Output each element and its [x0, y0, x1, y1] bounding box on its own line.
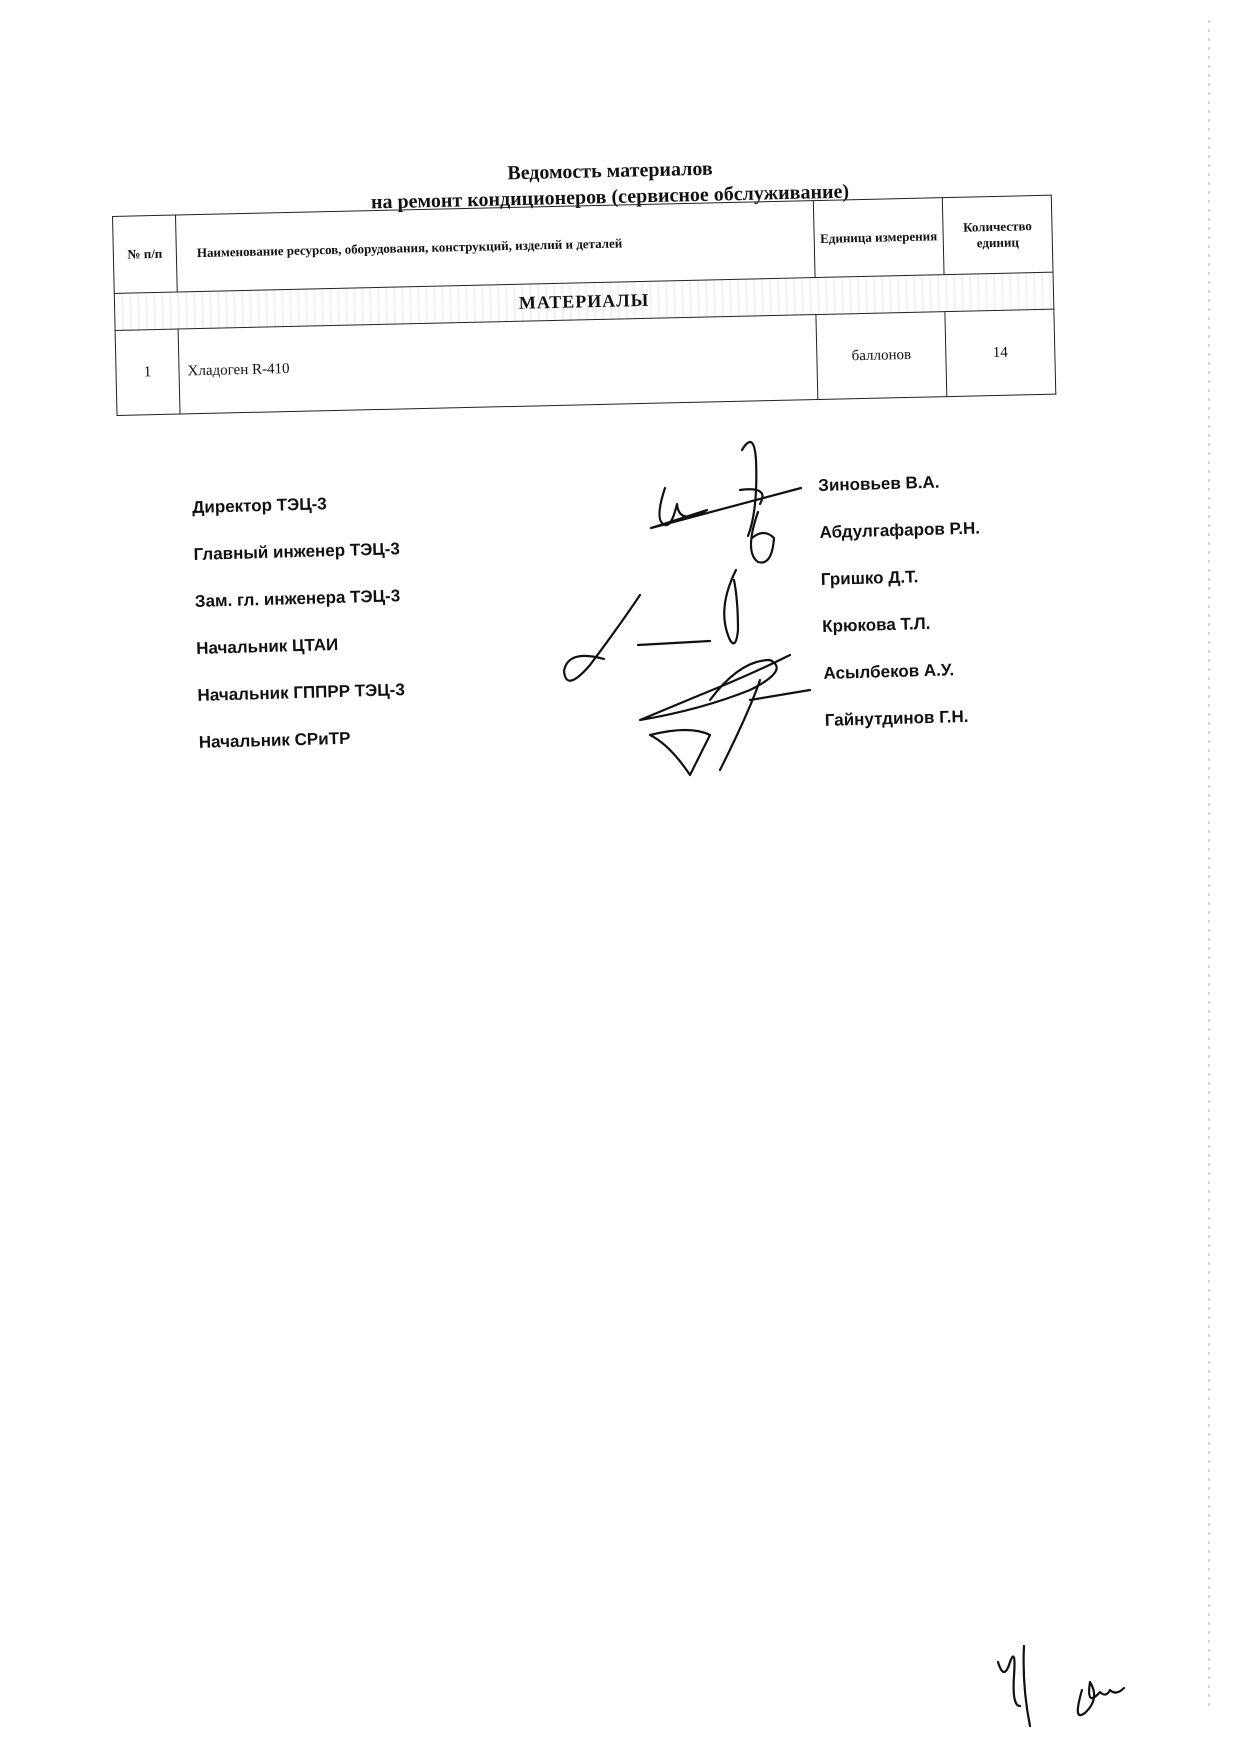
signatory-name: Крюкова Т.Л. [821, 613, 931, 636]
materials-table [112, 195, 1056, 416]
signature-chief-engineer [751, 512, 774, 563]
document-subtitle: на ремонт кондиционеров (сервисное обслуживание) [370, 180, 850, 214]
signatory-role: Начальник ЦТАИ [195, 634, 339, 658]
signatory-name: Асылбеков А.У. [823, 660, 955, 683]
row-qty: 14 [945, 309, 1056, 396]
signatory-names [818, 469, 1066, 758]
row-name: Хладоген R-410 [178, 315, 818, 414]
initial-mark-1 [998, 1646, 1030, 1726]
document-title: Ведомость материалов [507, 157, 713, 185]
header-name: Наименование ресурсов, оборудования, конструкций, изделий и деталей [175, 201, 815, 292]
section-label: МАТЕРИАЛЫ [114, 272, 1054, 330]
signatory-role: Главный инженер ТЭЦ-3 [193, 539, 401, 564]
signatory-role: Директор ТЭЦ-3 [192, 494, 327, 517]
row-num: 1 [115, 329, 180, 415]
row-unit: баллонов [816, 312, 947, 400]
scan-edge [1208, 20, 1210, 1710]
signatory-role: Начальник ГППРР ТЭЦ-3 [197, 680, 406, 705]
signatory-role: Зам. гл. инженера ТЭЦ-3 [194, 586, 401, 611]
materials-table-wrap [112, 195, 1056, 416]
initial-mark-2 [1078, 1682, 1124, 1715]
signature-ctai [640, 655, 810, 720]
signature-deputy-engineer [564, 570, 738, 681]
signatory-roles [192, 488, 560, 780]
signatory-role: Начальник СРиТР [198, 728, 351, 752]
header-qty: Количество единиц [942, 195, 1053, 274]
signatory-name: Зиновьев В.А. [818, 472, 940, 495]
signatory-name: Гришко Д.Т. [820, 567, 919, 589]
signature-gpprr [650, 680, 760, 775]
signature-director [651, 442, 801, 536]
signatory-name: Гайнутдинов Г.Н. [824, 706, 969, 730]
header-num: № п/п [113, 215, 178, 293]
header-unit: Единица измерения [813, 198, 944, 278]
signatory-name: Абдулгафаров Р.Н. [819, 518, 981, 542]
